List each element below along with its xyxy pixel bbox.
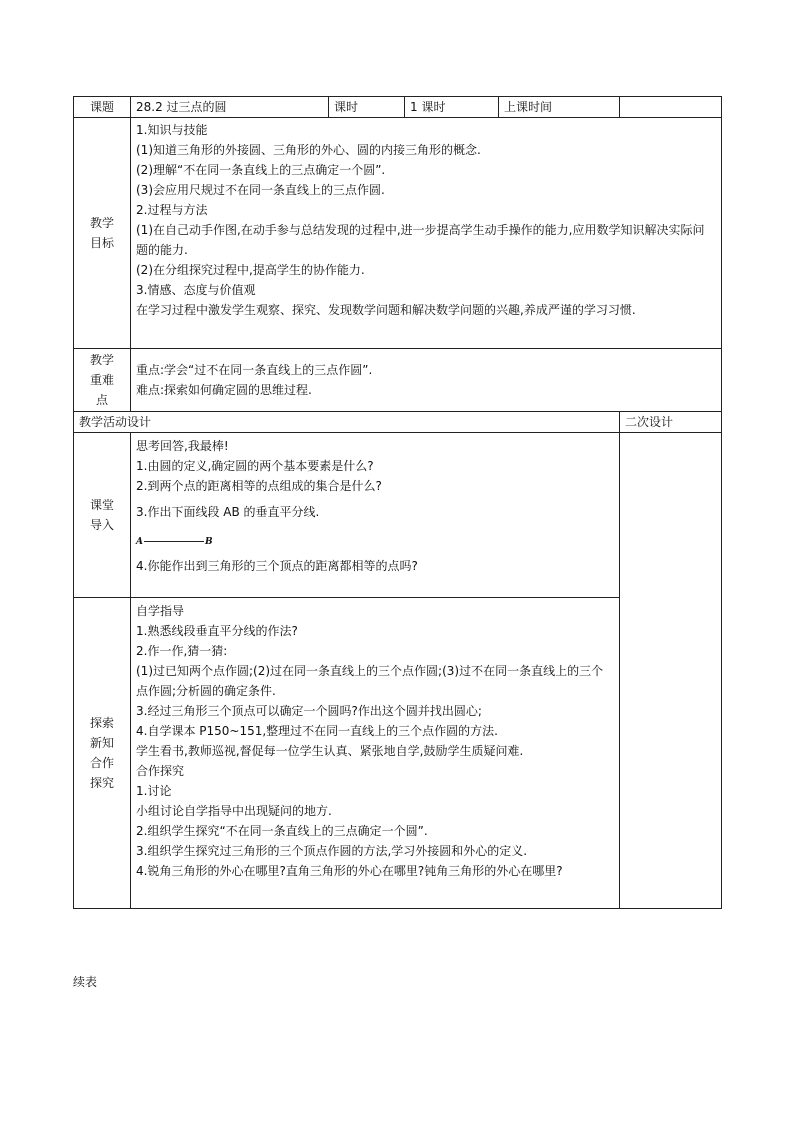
intro-line: 3.作出下面线段 AB 的垂直平分线.: [136, 505, 320, 519]
objectives-content: [131, 118, 722, 349]
key-points-row: [74, 349, 722, 412]
objective-line: (1)在自己动手作图,在动手参与总结发现的过程中,进一步提高学生动手操作的能力,应用数学知识解决实际问题的能力.: [136, 223, 705, 257]
time-value: [620, 97, 722, 118]
explore-line: (1)过已知两个点作圆;(2)过在同一条直线上的三个点作圆;(3)过不在同一条直线上的三个点作圆;分析圆的确定条件.: [136, 664, 604, 698]
intro-line: 4.你能作出到三角形的三个顶点的距离都相等的点吗?: [136, 559, 418, 573]
explore-line: 1.讨论: [136, 784, 172, 798]
explore-line: 合作探究: [136, 764, 185, 778]
objective-line: 1.知识与技能: [136, 123, 208, 137]
explore-line: 4.锐角三角形的外心在哪里?直角三角形的外心在哪里?钝角三角形的外心在哪里?: [136, 864, 563, 878]
objective-line: 2.过程与方法: [136, 203, 208, 217]
intro-line: 思考回答,我最棒!: [136, 439, 229, 453]
objective-line: (2)理解“不在同一条直线上的三点确定一个圆”.: [136, 163, 386, 177]
explore-label: 探索 新知 合作 探究: [74, 598, 131, 909]
explore-line: 4.自学课本 P150~151,整理过不在同一直线上的三个点作圆的方法.: [136, 724, 498, 738]
objective-line: 3.情感、态度与价值观: [136, 283, 256, 297]
key-point-line: 重点:学会“过不在同一条直线上的三点作圆”.: [136, 363, 373, 377]
segment-point-b: B: [204, 537, 213, 547]
design-header-left: 教学活动设计: [74, 412, 620, 433]
intro-line: 2.到两个点的距离相等的点组成的集合是什么?: [136, 479, 382, 493]
explore-line: 小组讨论自学指导中出现疑问的地方.: [136, 804, 332, 818]
lesson-label: 课题: [74, 97, 131, 118]
hours-label: 课时: [329, 97, 405, 118]
hours-value: 1 课时: [405, 97, 499, 118]
objective-line: 在学习过程中激发学生观察、探究、发现数学问题和解决数学问题的兴趣,养成严谨的学习习惯.: [136, 303, 636, 317]
objective-line: (2)在分组探究过程中,提高学生的协作能力.: [136, 263, 365, 277]
objective-line: (3)会应用尺规过不在同一条直线上的三点作圆.: [136, 183, 385, 197]
header-row: [74, 97, 722, 118]
lesson-title: 28.2 过三点的圆: [131, 97, 329, 118]
key-points-label: 教学 重难 点: [74, 349, 131, 412]
intro-row: [74, 433, 722, 598]
explore-content: [131, 598, 620, 909]
objectives-row: [74, 118, 722, 349]
explore-line: 2.作一作,猜一猜:: [136, 644, 228, 658]
intro-line: 1.由圆的定义,确定圆的两个基本要素是什么?: [136, 459, 374, 473]
objective-line: (1)知道三角形的外接圆、三角形的外心、圆的内接三角形的概念.: [136, 143, 481, 157]
explore-line: 学生看书,教师巡视,督促每一位学生认真、紧张地自学,鼓励学生质疑问难.: [136, 744, 524, 758]
design-header-row: [74, 412, 722, 433]
segment-line: [144, 541, 204, 542]
intro-label: 课堂 导入: [74, 433, 131, 598]
intro-content: [131, 433, 620, 598]
objectives-label: 教学 目标: [74, 118, 131, 349]
explore-line: 自学指导: [136, 604, 185, 618]
time-label: 上课时间: [499, 97, 620, 118]
continued-note: 续表: [73, 975, 98, 989]
explore-line: 3.组织学生探究过三角形的三个顶点作圆的方法,学习外接圆和外心的定义.: [136, 844, 528, 858]
explore-line: 1.熟悉线段垂直平分线的作法?: [136, 624, 298, 638]
explore-line: 2.组织学生探究“不在同一条直线上的三点确定一个圆”.: [136, 824, 428, 838]
key-points-content: [131, 349, 722, 412]
design-header-right: 二次设计: [620, 412, 722, 433]
second-design-column: [620, 433, 722, 909]
segment-point-a: A: [136, 537, 143, 547]
segment-ab-figure: [136, 522, 614, 556]
key-point-line: 难点:探索如何确定圆的思维过程.: [136, 383, 312, 397]
lesson-plan-table: [73, 96, 721, 909]
explore-line: 3.经过三角形三个顶点可以确定一个圆吗?作出这个圆并找出圆心;: [136, 704, 482, 718]
